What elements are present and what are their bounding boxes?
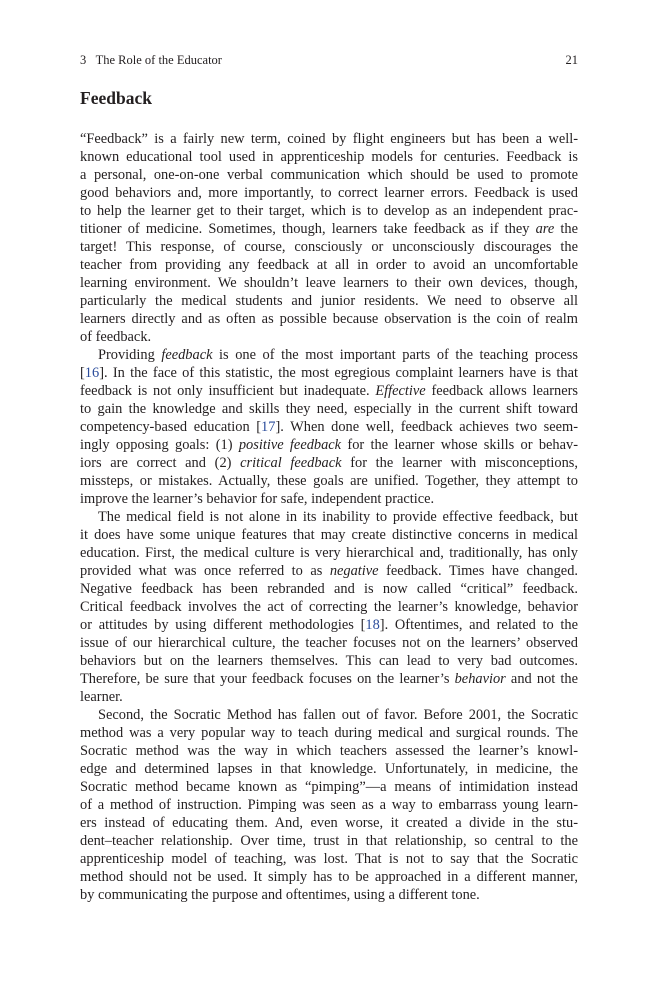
text-line [80, 184, 578, 202]
text-line [80, 742, 578, 760]
text-run: Second, the Socratic Method has fallen out of favor. Before 2001, the Socratic [98, 707, 578, 723]
text-line [80, 814, 578, 832]
text-line [80, 580, 578, 598]
text-line [80, 148, 578, 166]
text-run: issue of our hierarchical culture, the teacher focuses not on the learners’ observed [80, 635, 578, 651]
text-line [80, 256, 578, 274]
text-line [80, 850, 578, 868]
text-line [80, 328, 578, 346]
chapter-heading [80, 52, 222, 68]
text-run: target! This response, of course, consciously or unconsciously discourages the [80, 239, 578, 255]
text-line [80, 364, 578, 382]
text-run: is one of the most important parts of the teaching process [212, 347, 579, 363]
emphasis: Effective [375, 383, 426, 399]
text-run: ]. In the face of this statistic, the most egregious complaint learners have is that [99, 365, 578, 381]
text-run: to help the learner get to their target, which is to develop as an independent prac- [80, 203, 578, 219]
text-line [80, 238, 578, 256]
body-text [80, 130, 578, 904]
text-line [80, 490, 578, 508]
text-line [80, 706, 578, 724]
emphasis: critical feedback [240, 455, 342, 471]
text-run: method should not be used. It simply has to be approached in a different manner, [80, 869, 578, 885]
paragraph [80, 130, 578, 346]
emphasis: negative [329, 563, 379, 579]
running-head [80, 52, 578, 68]
text-run: known educational tool used in apprenticeship models for centuries. Feedback is [80, 149, 578, 165]
text-line [80, 634, 578, 652]
text-run: apprenticeship model of teaching, was lost. That is not to say that the Socratic [80, 851, 578, 867]
text-run: and not the [505, 671, 579, 687]
text-run: iors are correct and (2) [80, 455, 241, 471]
citation-link[interactable]: 16 [84, 365, 100, 381]
text-run: feedback allows learners [425, 383, 578, 399]
text-run: or attitudes by using different methodologies [ [80, 617, 366, 633]
text-run: feedback. Times have changed. [378, 563, 578, 579]
text-run: by communicating the purpose and oftentimes, using a different tone. [80, 887, 480, 903]
emphasis: positive feedback [238, 437, 342, 453]
text-run: ]. Oftentimes, and related to the [379, 617, 578, 633]
text-line [80, 526, 578, 544]
text-run: of feedback. [80, 329, 152, 345]
text-run: the [554, 221, 578, 237]
text-line [80, 274, 578, 292]
text-run: it does have some unique features that may create distinctive concerns in medical [80, 527, 578, 543]
text-run: feedback is not only insufficient but inadequate. [80, 383, 376, 399]
text-run: behaviors but on the learners themselves. This can lead to very bad outcomes. [80, 653, 578, 669]
text-line [80, 724, 578, 742]
text-run: edge and determined lapses in that knowledge. Unfortunately, in medicine, the [80, 761, 578, 777]
citation-link[interactable]: 17 [261, 419, 276, 435]
emphasis: feedback [161, 347, 213, 363]
text-run: “Feedback” is a fairly new term, coined by flight engineers but has been a well- [80, 131, 578, 147]
text-run: learner. [80, 689, 123, 705]
text-run: for the learner with misconceptions, [341, 455, 578, 471]
text-run: Negative feedback has been rebranded and is now called “critical” feedback. [80, 581, 578, 597]
text-line [80, 688, 578, 706]
text-line [80, 166, 578, 184]
text-run: good behaviors and, more importantly, to correct learner errors. Feedback is used [80, 185, 578, 201]
text-run: competency-based education [ [80, 419, 262, 435]
text-line [80, 436, 578, 454]
text-line [80, 868, 578, 886]
text-run: of a method of instruction. Pimping was seen as a way to embarrass young learn- [80, 797, 578, 813]
chapter-title: The Role of the Educator [95, 53, 222, 67]
text-line [80, 616, 578, 634]
text-line [80, 454, 578, 472]
text-run: learning environment. We shouldn’t leave learners to their own devices, though, [80, 275, 578, 291]
text-run: ingly opposing goals: (1) [80, 437, 239, 453]
text-line [80, 778, 578, 796]
page-number: 21 [565, 53, 578, 67]
text-run: Socratic method was the way in which teachers assessed the learner’s knowl- [80, 743, 578, 759]
text-line [80, 562, 578, 580]
section-title: Feedback [80, 88, 152, 108]
text-line [80, 598, 578, 616]
text-run: method was a very popular way to teach during medical and surgical rounds. The [80, 725, 578, 741]
text-run: improve the learner’s behavior for safe, independent practice. [80, 491, 435, 507]
text-run: to gain the knowledge and skills they need, especially in the current shift toward [80, 401, 578, 417]
text-line [80, 220, 578, 238]
chapter-number: 3 [80, 53, 87, 67]
text-line [80, 652, 578, 670]
text-line [80, 508, 578, 526]
paragraph [80, 706, 578, 904]
text-line [80, 886, 578, 904]
text-run: Socratic method became known as “pimping”—a means of intimidation instead [80, 779, 578, 795]
text-run: The medical field is not alone in its inability to provide effective feedback, but [98, 509, 578, 525]
paragraph [80, 508, 578, 706]
text-line [80, 796, 578, 814]
text-run: ]. When done well, feedback achieves two seem- [275, 419, 578, 435]
text-line [80, 472, 578, 490]
citation-link[interactable]: 18 [365, 617, 380, 633]
text-run: dent–teacher relationship. Over time, trust in that relationship, so central to the [80, 833, 578, 849]
text-run: Therefore, be sure that your feedback focuses on the learner’s [80, 671, 455, 687]
text-run: Critical feedback involves the act of correcting the learner’s knowledge, behavior [80, 599, 578, 615]
text-run: missteps, or mistakes. Actually, these goals are unified. Together, they attempt to [80, 473, 578, 489]
paragraph [80, 346, 578, 508]
text-line [80, 382, 578, 400]
emphasis: are [535, 221, 555, 237]
text-run: education. First, the medical culture is very hierarchical and, traditionally, has only [80, 545, 578, 561]
text-line [80, 760, 578, 778]
text-line [80, 400, 578, 418]
text-run: a personal, one-on-one verbal communication which should be used to promote [80, 167, 578, 183]
text-line [80, 544, 578, 562]
text-line [80, 292, 578, 310]
text-line [80, 670, 578, 688]
text-line [80, 202, 578, 220]
text-run: titioner of medicine. Sometimes, though, learners take feedback as if they [80, 221, 536, 237]
text-line [80, 418, 578, 436]
text-line [80, 310, 578, 328]
text-run: learners directly and as often as possible because observation is the coin of realm [80, 311, 578, 327]
text-run: teacher from providing any feedback at all in order to avoid an uncomfortable [80, 257, 578, 273]
text-run: ers instead of educating them. And, even worse, it created a divide in the stu- [80, 815, 578, 831]
text-run: Providing [98, 347, 162, 363]
text-line [80, 832, 578, 850]
text-line [80, 346, 578, 364]
emphasis: behavior [454, 671, 506, 687]
text-run: particularly the medical students and junior residents. We need to observe all [80, 293, 578, 309]
text-run: for the learner whose skills or behav- [341, 437, 578, 453]
text-line [80, 130, 578, 148]
text-run: [ [80, 365, 85, 381]
text-run: provided what was once referred to as [80, 563, 330, 579]
